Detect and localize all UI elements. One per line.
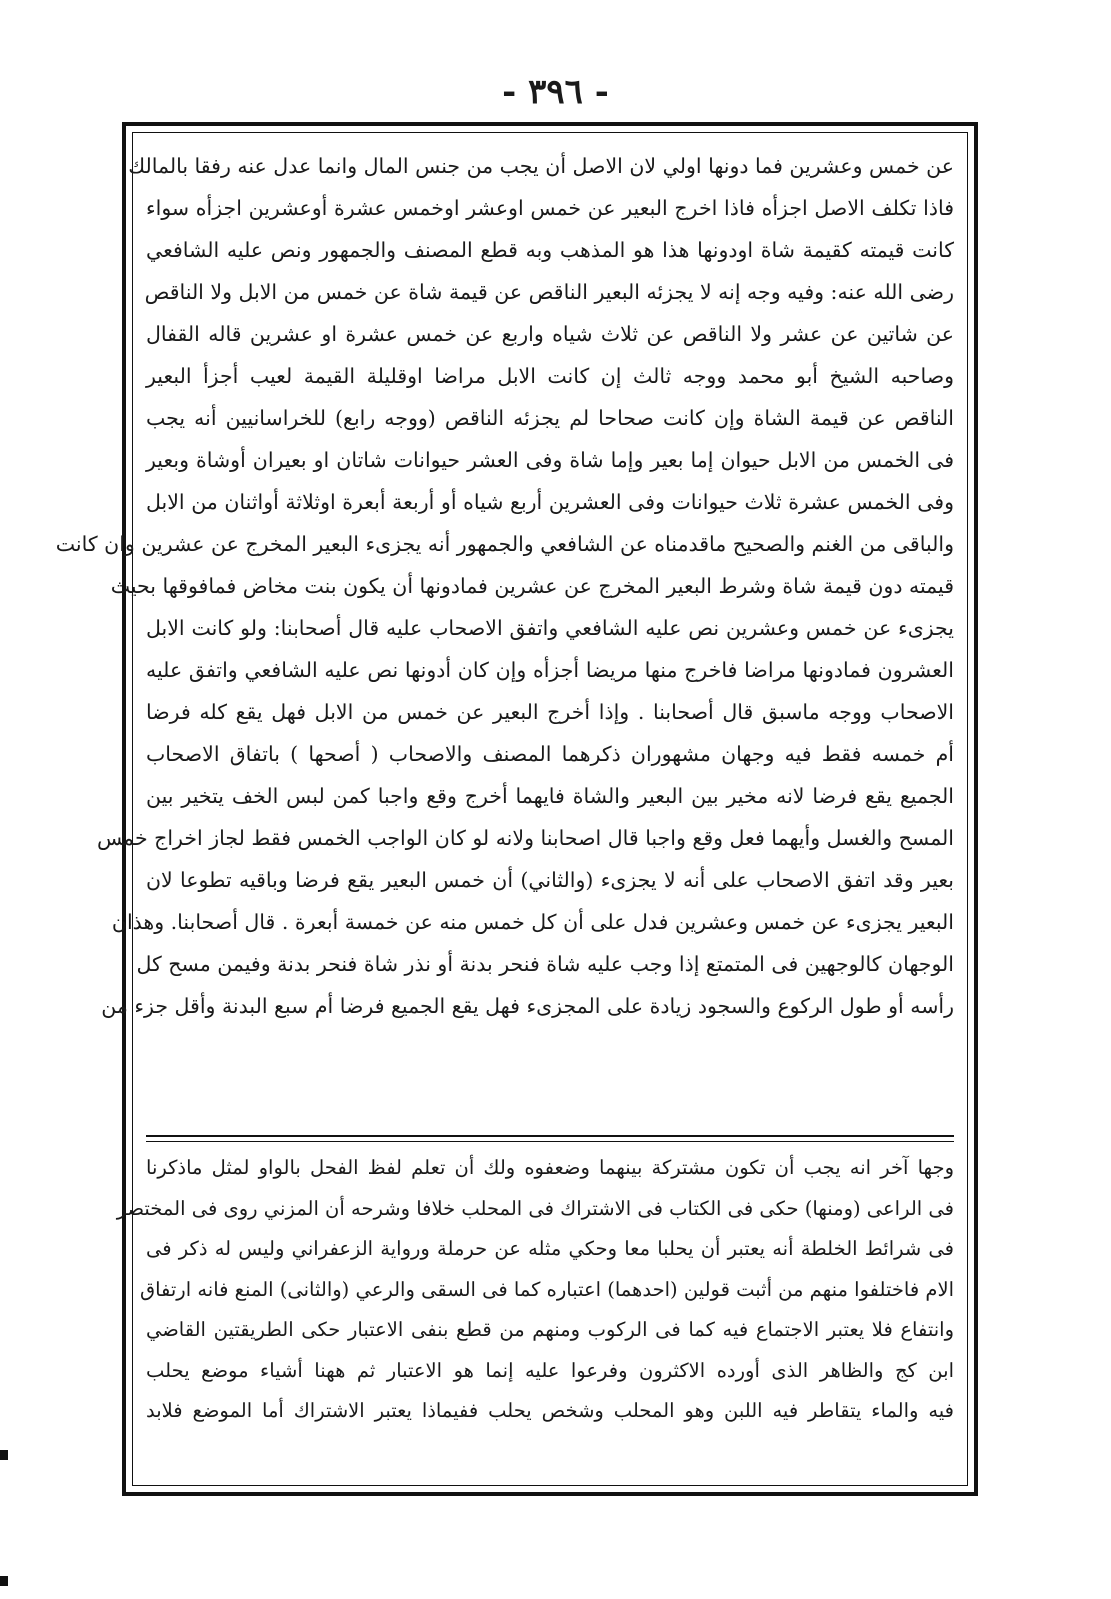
text-line: الناقص عن قيمة الشاة وإن كانت صحاحا لم يجزئه الناقص (ووجه رابع) للخراسانيين أنه يجب (146, 406, 954, 430)
text-line: كانت قيمته كقيمة شاة اودونها هذا هو المذهب وبه قطع المصنف والجمهور ونص عليه الشافعي (146, 238, 954, 262)
text-line: البعير يجزىء عن خمس وعشرين فدل على أن كل خمس منه عن خمسة أبعرة . قال أصحابنا. وهذان (111, 910, 954, 934)
text-line: وفى الخمس عشرة ثلاث حيوانات وفى العشرين أربع شياه أو أربعة أبعرة اوثلاثة أواثنان من الابل (146, 490, 954, 514)
text-line: أم خمسه فقط فيه وجهان مشهوران ذكرهما المصنف والاصحاب ( أصحها ) باتفاق الاصحاب (146, 742, 954, 766)
text-line: بعير وقد اتفق الاصحاب على أنه لا يجزىء (والثاني) أن خمس البعير يقع فرضا وباقيه تطوعا لان (146, 868, 954, 892)
text-line: يجزىء عن خمس وعشرين نص عليه الشافعي واتفق الاصحاب عليه قال أصحابنا: ولو كانت الابل (146, 616, 954, 640)
text-line: فى الخمس من الابل حيوان إما بعير وإما شاة وفى العشر حيوانات شاتان او بعيران أوشاة وبعير (146, 448, 954, 472)
footnote-line: وانتفاع فلا يعتبر الاجتماع فيه كما فى الركوب ومنهم من قطع بنفى الاعتبار حكى الطريقتين القاضي (146, 1318, 954, 1341)
text-line: عن شاتين عن عشر ولا الناقص عن ثلاث شياه واربع عن خمس عشرة او عشرين قاله القفال (146, 322, 954, 346)
text-line: عن خمس وعشرين فما دونها اولي لان الاصل أن يجب من جنس المال وانما عدل عنه رفقا بالمالك (128, 154, 954, 178)
text-line: وصاحبه الشيخ أبو محمد ووجه ثالث إن كانت الابل مراضا اوقليلة القيمة لعيب أجزأ البعير (146, 364, 954, 388)
text-line: قيمته دون قيمة شاة وشرط البعير المخرج عن عشرين فمادونها أن يكون بنت مخاض فمافوقها بحيث (110, 574, 954, 598)
text-line: المسح والغسل وأيهما فعل وقع واجبا قال اصحابنا ولانه لو كان الواجب الخمس فقط لجاز اخراج خمس (96, 826, 954, 850)
footnote-divider (146, 1135, 954, 1137)
scan-edge-mark (0, 1576, 8, 1586)
footnote-line: فى الراعى (ومنها) حكى فى الكتاب فى الاشتراك فى المحلب خلافا وشرحه أن المزني روى فى المختصر (116, 1196, 954, 1220)
footnote-line: فيه والماء يتقاطر فيه اللبن وهو المحلب وشخص يحلب ففيماذا يعتبر الاشتراك أما الموضع فلابد (146, 1399, 954, 1422)
footnote-line: ابن كج والظاهر الذى أورده الاكثرون وفرعوا عليه إنما هو الاعتبار ثم ههنا أشياء موضع يحلب (146, 1358, 954, 1382)
text-line: الاصحاب ووجه ماسبق قال أصحابنا . وإذا أخرج البعير عن خمس من الابل فهل يقع كله فرضا (146, 700, 954, 724)
text-line: الوجهان كالوجهين فى المتمتع إذا وجب عليه شاة فنحر بدنة أو نذر شاة فنحر بدنة وفيمن مسح كل (136, 952, 954, 976)
page-number: - ٣٩٦ - (502, 72, 609, 112)
footnote-divider-thin (146, 1141, 954, 1142)
footnote-line: الام فاختلفوا منهم من أثبت قولين (احدهما) اعتباره كما فى السقى والرعي (والثانى) المنع فانه ارتفاق (139, 1277, 954, 1301)
text-line: والباقى من الغنم والصحيح ماقدمناه عن الشافعي والجمهور أنه يجزىء البعير المخرج عن عشرين وان كانت (55, 532, 954, 556)
scan-edge-mark (0, 1450, 8, 1460)
text-line: رأسه أو طول الركوع والسجود زيادة على المجزىء فهل يقع الجميع فرضا أم سبع البدنة وأقل جزء من (101, 994, 954, 1018)
footnote-text (116, 1148, 954, 1432)
footnote-line: فى شرائط الخلطة أنه يعتبر أن يحلبا معا وحكي مثله عن حرملة ورواية الزعفراني وليس له ذكر فى (146, 1237, 954, 1260)
main-text (55, 145, 954, 1027)
footnote-line: وجها آخر انه يجب أن تكون مشتركة بينهما وضعفوه ولك أن تعلم لفظ الفحل بالواو لمثل ماذكرنا (146, 1156, 954, 1179)
text-line: رضى الله عنه: وفيه وجه إنه لا يجزئه البعير الناقص عن قيمة شاة عن خمس من الابل ولا الناقص (144, 280, 954, 304)
text-line: فاذا تكلف الاصل اجزأه فاذا اخرج البعير عن خمس اوعشر اوخمس عشرة أوعشرين اجزأه سواء (146, 196, 954, 220)
text-line: الجميع يقع فرضا لانه مخير بين البعير والشاة فايهما أخرج وقع واجبا كمن لبس الخف يتخير بين (146, 784, 954, 808)
text-line: العشرون فمادونها مراضا فاخرج منها مريضا أجزأه وإن كان أدونها نص عليه الشافعي واتفق عليه (146, 658, 954, 682)
